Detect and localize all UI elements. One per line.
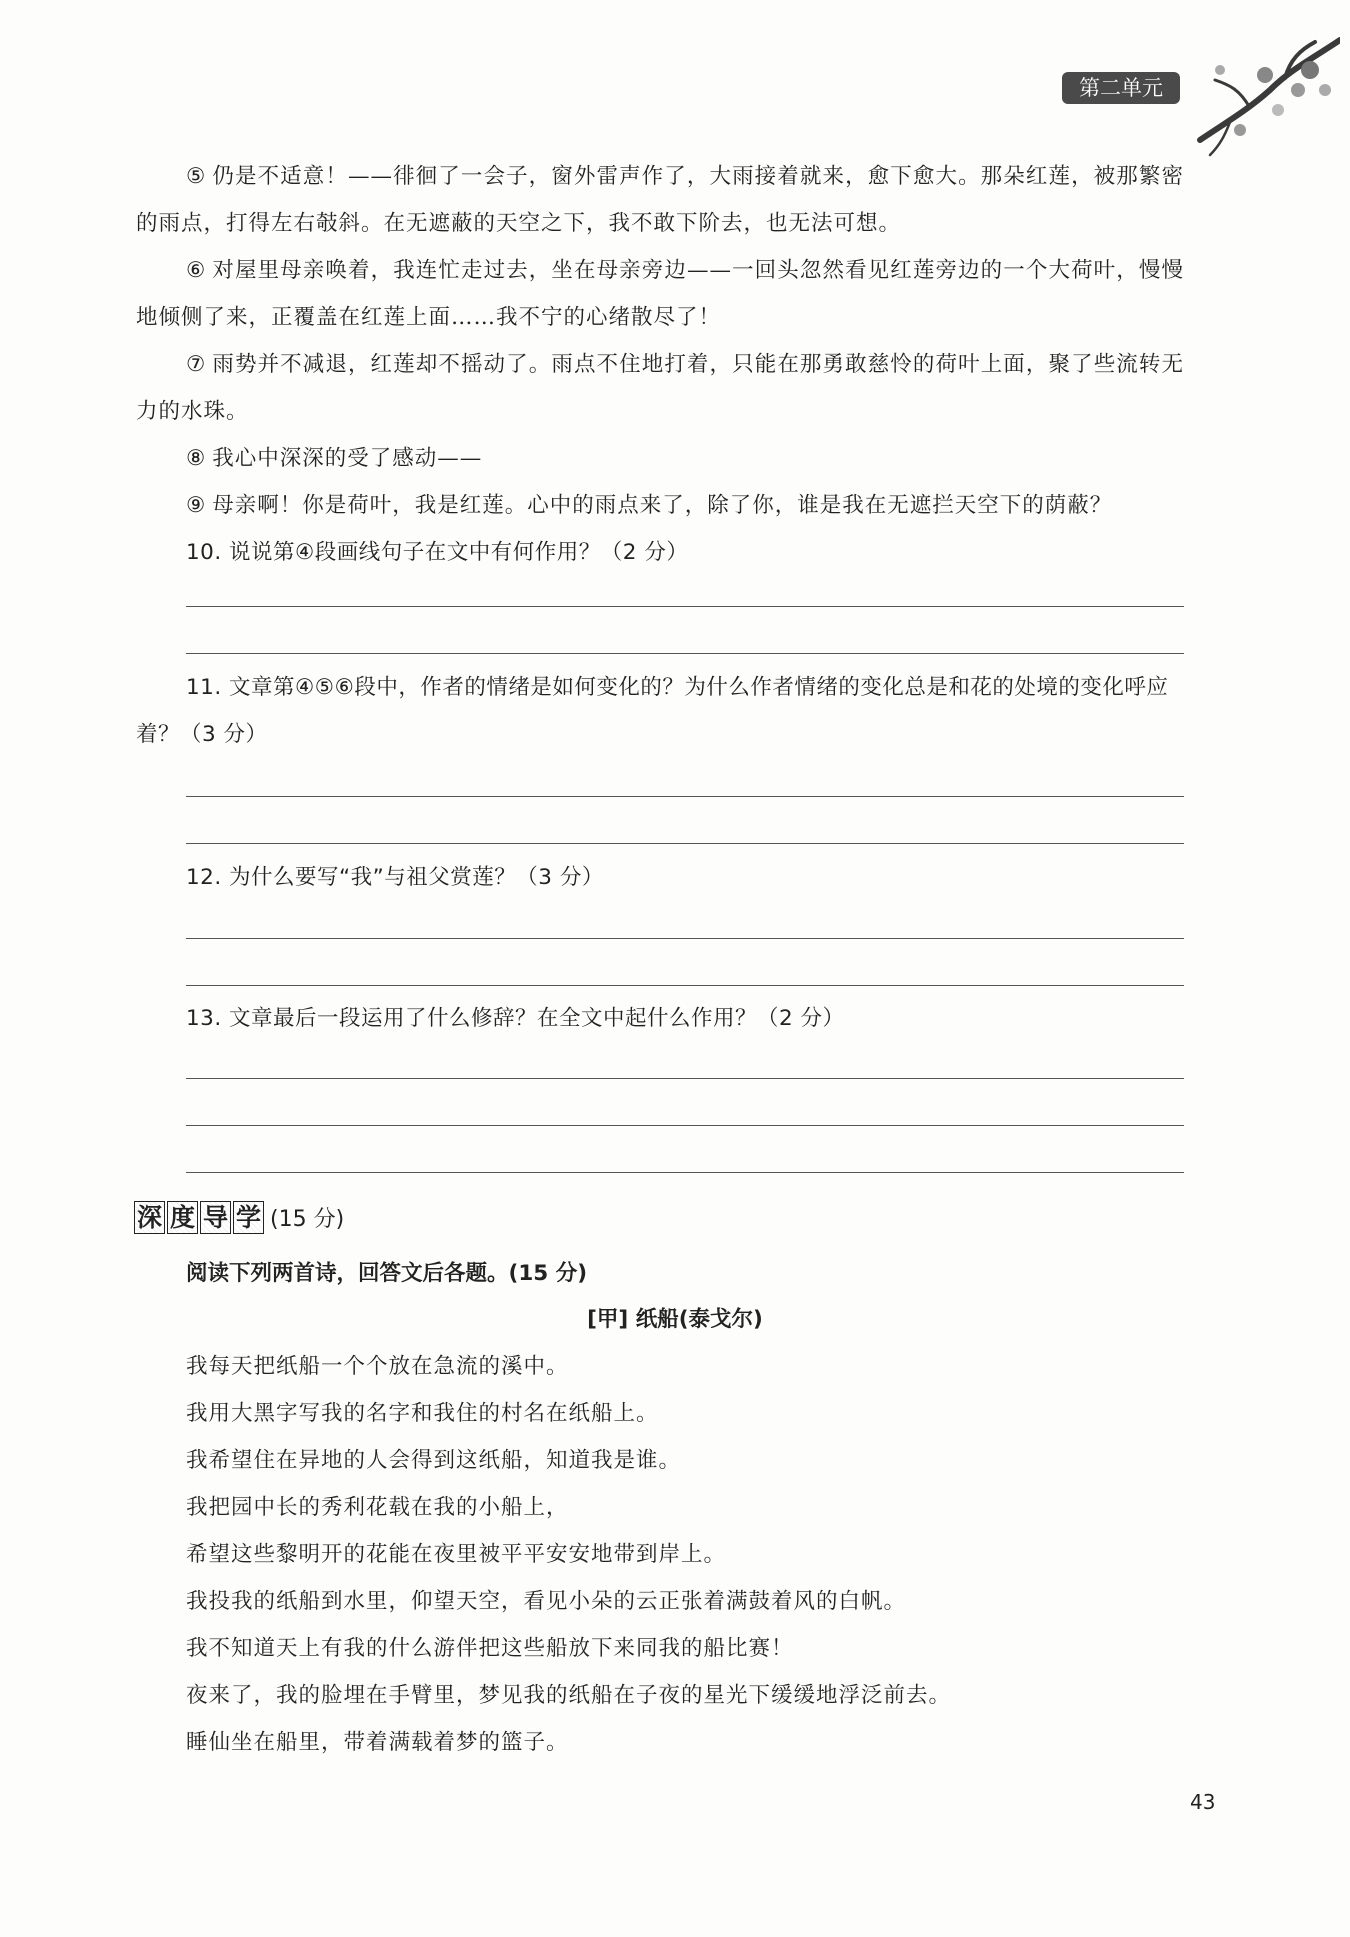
section-title xyxy=(134,1201,344,1234)
answer-line[interactable] xyxy=(186,938,1184,939)
poem-title: [甲] 纸船(泰戈尔) xyxy=(587,1307,763,1332)
poem-line: 我投我的纸船到水里，仰望天空，看见小朵的云正张着满鼓着风的白帆。 xyxy=(186,1589,907,1614)
section-points: (15 分) xyxy=(270,1207,345,1232)
poem-line: 希望这些黎明开的花能在夜里被平平安安地带到岸上。 xyxy=(186,1542,727,1567)
answer-line[interactable] xyxy=(186,1078,1184,1079)
poem-line: 我用大黑字写我的名字和我住的村名在纸船上。 xyxy=(186,1401,659,1426)
section-title-char: 深 xyxy=(134,1201,165,1234)
answer-line[interactable] xyxy=(186,843,1184,844)
answer-line[interactable] xyxy=(186,1125,1184,1126)
poem-line: 睡仙坐在船里，带着满载着梦的篮子。 xyxy=(186,1730,569,1755)
page-number: 43 xyxy=(1190,1790,1216,1814)
question-12: 12. 为什么要写“我”与祖父赏莲？（3 分） xyxy=(186,865,604,890)
plum-branch-icon xyxy=(1190,30,1340,160)
question-10: 10. 说说第④段画线句子在文中有何作用？（2 分） xyxy=(186,540,689,565)
section-instruction: 阅读下列两首诗，回答文后各题。(15 分) xyxy=(186,1261,588,1286)
paragraph-6: ⑥ 对屋里母亲唤着，我连忙走过去，坐在母亲旁边——一回头忽然看见红莲旁边的一个大荷叶，慢慢地倾侧了来，正覆盖在红莲上面……我不宁的心绪散尽了！ xyxy=(136,258,1184,330)
paragraph-8: ⑧ 我心中深深的受了感动—— xyxy=(186,446,483,471)
paragraph-7: ⑦ 雨势并不减退，红莲却不摇动了。雨点不住地打着，只能在那勇敢慈怜的荷叶上面，聚了些流转无力的水珠。 xyxy=(136,352,1184,424)
answer-line[interactable] xyxy=(186,1172,1184,1173)
paragraph-9: ⑨ 母亲啊！你是荷叶，我是红莲。心中的雨点来了，除了你，谁是我在无遮拦天空下的荫蔽？ xyxy=(186,493,1113,518)
section-title-char: 学 xyxy=(233,1201,264,1234)
question-13: 13. 文章最后一段运用了什么修辞？在全文中起什么作用？（2 分） xyxy=(186,1006,845,1031)
answer-line[interactable] xyxy=(186,653,1184,654)
poem-line: 夜来了，我的脸埋在手臂里，梦见我的纸船在子夜的星光下缓缓地浮泛前去。 xyxy=(186,1683,952,1708)
unit-badge: 第二单元 xyxy=(1062,72,1180,104)
question-11: 11. 文章第④⑤⑥段中，作者的情绪是如何变化的？为什么作者情绪的变化总是和花的处境的变化呼应着？（3 分） xyxy=(136,675,1169,747)
poem-line: 我每天把纸船一个个放在急流的溪中。 xyxy=(186,1354,569,1379)
answer-line[interactable] xyxy=(186,606,1184,607)
poem-line: 我希望住在异地的人会得到这纸船，知道我是谁。 xyxy=(186,1448,682,1473)
section-title-char: 度 xyxy=(167,1201,198,1234)
poem-line: 我把园中长的秀利花载在我的小船上， xyxy=(186,1495,569,1520)
answer-line[interactable] xyxy=(186,985,1184,986)
paragraph-5: ⑤ 仍是不适意！——徘徊了一会子，窗外雷声作了，大雨接着就来，愈下愈大。那朵红莲，被那繁密的雨点，打得左右攲斜。在无遮蔽的天空之下，我不敢下阶去，也无法可想。 xyxy=(136,164,1184,236)
section-title-char: 导 xyxy=(200,1201,231,1234)
answer-line[interactable] xyxy=(186,796,1184,797)
poem-line: 我不知道天上有我的什么游伴把这些船放下来同我的船比赛！ xyxy=(186,1636,794,1661)
